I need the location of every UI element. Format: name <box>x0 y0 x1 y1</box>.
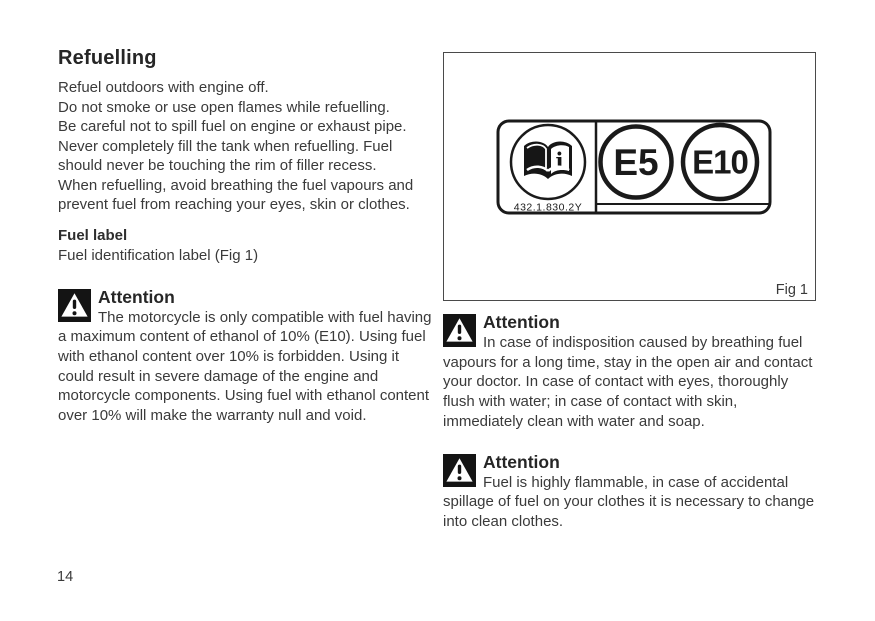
attention-title: Attention <box>98 286 175 307</box>
warning-triangle-icon <box>443 454 476 487</box>
attention-block-flammable <box>443 452 819 532</box>
intro-line: Be careful not to spill fuel on engine or exhaust pipe. <box>58 118 407 135</box>
intro-line: Never completely fill the tank when refuelling. Fuel should never be touching the rim of filler recess. <box>58 137 393 174</box>
fuel-label-heading: Fuel label <box>58 226 128 244</box>
warning-triangle-icon <box>443 314 476 347</box>
attention-body: The motorcycle is only compatible with fuel having a maximum content of ethanol of 10% (E10). Using fuel with ethanol content over 10% is forbidden. Using it could result in severe damage of the engine and motorcycle components. Using fuel with ethanol content over 10% will make the warranty null and void. <box>58 308 432 425</box>
attention-title: Attention <box>483 312 560 332</box>
page-number: 14 <box>57 569 74 585</box>
figure-caption: Fig 1 <box>775 282 808 298</box>
left-column <box>58 47 438 426</box>
warning-triangle-icon <box>58 289 91 322</box>
label-part-number: 432.1.830.2Y <box>513 201 583 214</box>
e5-badge-text: E5 <box>613 142 659 183</box>
figure-1-box <box>443 52 816 301</box>
page-title: Refuelling <box>58 47 157 69</box>
intro-line: Refuel outdoors with engine off. <box>58 79 269 96</box>
attention-title: Attention <box>483 451 560 472</box>
attention-body: Fuel is highly flammable, in case of accidental spillage of fuel on your clothes it is necessary to change into clean clothes. <box>443 473 815 530</box>
e5-badge <box>601 127 672 198</box>
attention-body: In case of indisposition caused by breathing fuel vapours for a long time, stay in the open air and contact your doctor. In case of contact with eyes, thoroughly flush with water; in case of contact with skin, immediately clean with water and soap. <box>443 334 813 430</box>
fuel-identification-label-graphic <box>496 119 772 215</box>
attention-block-compatibility <box>58 287 438 426</box>
intro-paragraph <box>58 78 438 215</box>
intro-line: When refuelling, avoid breathing the fuel vapours and prevent fuel from reaching your eyes, skin or clothes. <box>58 176 414 213</box>
right-column <box>443 52 819 532</box>
fuel-label-text: Fuel identification label (Fig 1) <box>58 246 259 264</box>
e10-badge <box>683 125 757 199</box>
owner-manual-book-icon <box>511 125 585 199</box>
e10-badge-text: E10 <box>692 143 748 181</box>
svg-text:i: i <box>555 148 564 173</box>
attention-block-vapours <box>443 312 819 432</box>
intro-line: Do not smoke or use open flames while refuelling. <box>58 98 390 116</box>
